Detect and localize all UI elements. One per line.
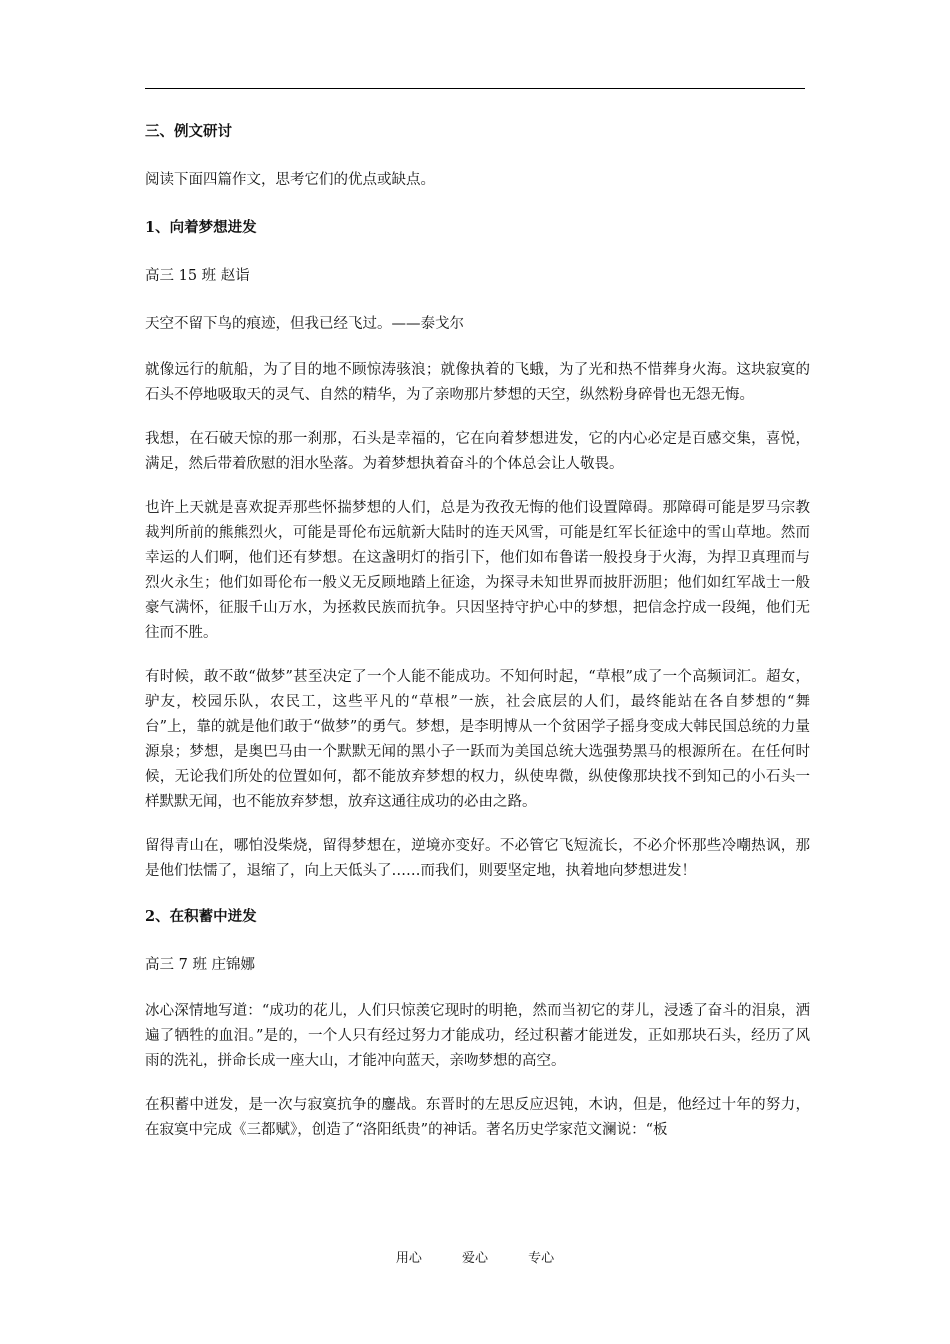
section-title: 三、例文研讨	[145, 123, 232, 140]
intro-text: 阅读下面四篇作文，思考它们的优点或缺点。	[145, 172, 435, 188]
page-footer	[0, 1250, 950, 1268]
essay1-paragraph: 有时候，敢不敢“做梦”甚至决定了一个人能不能成功。不知何时起，“草根”成了一个高频词汇。超女，驴友，校园乐队，农民工，这些平凡的“草根”一族，社会底层的人们，最终能站在各自梦想的“舞台”上，靠的就是他们敢于“做梦”的勇气。梦想，是李明博从一个贫困学子摇身变成大韩民国总统的力量源泉；梦想，是奥巴马由一个默默无闻的黑小子一跃而为美国总统大选强势黑马的根源所在。在任何时候，无论我们所处的位置如何，都不能放弃梦想的权力，纵使卑微，纵使像那块找不到知己的小石头一样默默无闻，也不能放弃梦想，放弃这通往成功的必由之路。	[145, 669, 810, 810]
essay2-paragraph: 冰心深情地写道：“成功的花儿，人们只惊羡它现时的明艳，然而当初它的芽儿，浸透了奋斗的泪泉，洒遍了牺牲的血泪。”是的，一个人只有经过努力才能成功，经过积蓄才能迸发，正如那块石头，经历了风雨的洗礼，拼命长成一座大山，才能冲向蓝天，亲吻梦想的高空。	[145, 1003, 810, 1069]
footer-item: 用心	[395, 1251, 422, 1266]
essay1-paragraph: 就像远行的航船，为了目的地不顾惊涛骇浪；就像执着的飞蛾，为了光和热不惜葬身火海。这块寂寞的石头不停地吸取天的灵气、自然的精华，为了亲吻那片梦想的天空，纵然粉身碎骨也无怨无悔。	[145, 362, 810, 403]
essay1-paragraph: 也许上天就是喜欢捉弄那些怀揣梦想的人们，总是为孜孜无悔的他们设置障碍。那障碍可能是罗马宗教裁判所前的熊熊烈火，可能是哥伦布远航新大陆时的连天风雪，可能是红军长征途中的雪山草地。然而幸运的人们啊，他们还有梦想。在这盏明灯的指引下，他们如布鲁诺一般投身于火海，为捍卫真理而与烈火永生；他们如哥伦布一般义无反顾地踏上征途，为探寻未知世界而披肝沥胆；他们如红军战士一般豪气满怀，征服千山万水，为拯救民族而抗争。只因坚持守护心中的梦想，把信念拧成一段绳，他们无往而不胜。	[145, 500, 810, 641]
essay2-paragraph: 在积蓄中迸发，是一次与寂寞抗争的鏖战。东晋时的左思反应迟钝，木讷，但是，他经过十年的努力，在寂寞中完成《三都赋》，创造了“洛阳纸贵”的神话。著名历史学家范文澜说：“板	[145, 1097, 810, 1138]
header-rule	[145, 88, 805, 89]
essay1-author: 高三 15 班 赵诣	[145, 268, 250, 284]
essay1-paragraph: 我想，在石破天惊的那一刹那，石头是幸福的，它在向着梦想进发，它的内心必定是百感交集，喜悦，满足，然后带着欣慰的泪水坠落。为着梦想执着奋斗的个体总会让人敬畏。	[145, 431, 810, 472]
essay1-paragraph: 留得青山在，哪怕没柴烧，留得梦想在，逆境亦变好。不必管它飞短流长，不必介怀那些冷嘲热讽，那是他们怯懦了，退缩了，向上天低头了……而我们，则要坚定地，执着地向梦想进发！	[145, 838, 810, 879]
footer-item: 专心	[528, 1251, 555, 1266]
essay2-title: 2、在积蓄中迸发	[145, 908, 257, 925]
essay1-epigraph: 天空不留下鸟的痕迹，但我已经飞过。——泰戈尔	[145, 316, 464, 332]
document-body	[145, 118, 810, 1162]
essay2-author: 高三 7 班 庄锦娜	[145, 957, 256, 973]
footer-item: 爱心	[461, 1251, 488, 1266]
essay1-title: 1、向着梦想进发	[145, 219, 257, 236]
